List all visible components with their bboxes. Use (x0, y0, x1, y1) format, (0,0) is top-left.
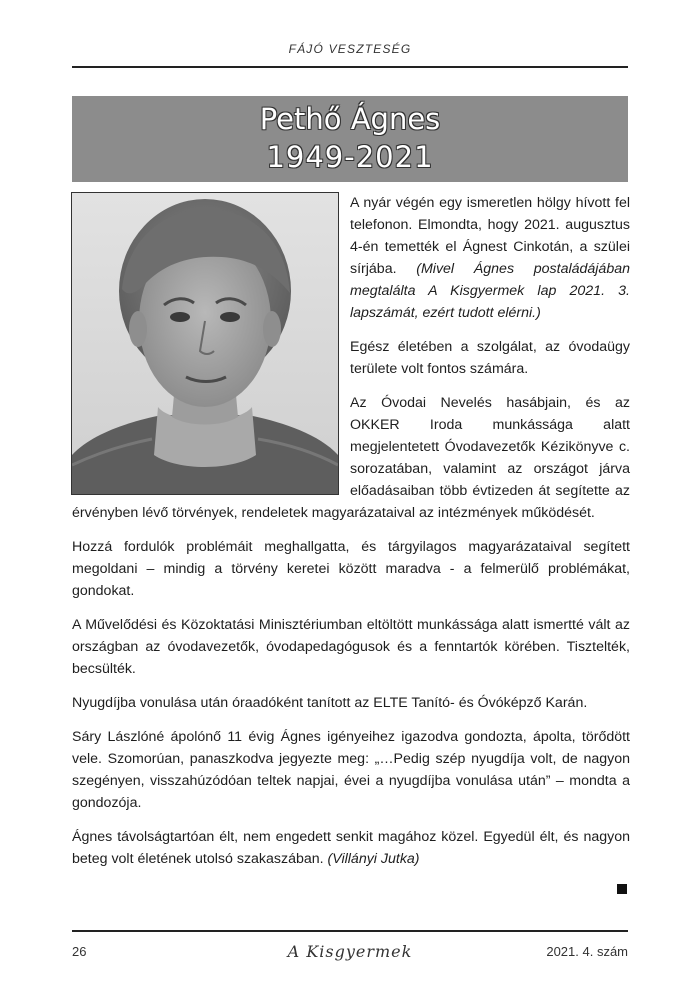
magazine-name: A Kisgyermek (287, 942, 413, 961)
bottom-divider (72, 930, 628, 932)
paragraph-6: Nyugdíjba vonulása után óraadóként tanított az ELTE Tanító- és Óvóképző Karán. (72, 695, 588, 711)
paragraph-1-text: A nyár végén egy ismeretlen hölgy hívott fel telefonon. Elmondta, hogy 2021. augusztus 4-én temették el Ágnest Cinkotán, a szülei sírjába. (350, 195, 630, 277)
portrait-photo (71, 192, 339, 495)
person-name: Pethő Ágnes (259, 102, 441, 136)
paragraph-8-text: Ágnes távolságtartóan élt, nem engedett senkit magához közel. Egyedül élt, és nagyon beteg volt életének utolsó szakaszában. (72, 829, 630, 867)
paragraph-2: Egész életében a szolgálat, az óvodaügy területe volt fontos számára. (350, 339, 630, 377)
top-divider (72, 66, 628, 68)
paragraph-4: Hozzá fordulók problémáit meghallgatta, és tárgyilagos magyarázataival segített megoldani – mindig a törvény keretei között maradva - a felmerülő problémákat, gondokat. (72, 539, 630, 599)
page-footer (72, 944, 628, 964)
paragraph-3: Az Óvodai Nevelés hasábjain, és az OKKER Iroda munkássága alatt megjelentetett Óvodavezetők Kézikönyve c. sorozatában, valamint az országot járva előadásaiban több évtizeden át segítette az érvényben lévő törvények, rendeletek magyarázataival az intézmények működését. (72, 395, 630, 521)
life-years: 1949-2021 (266, 140, 434, 174)
end-of-article-mark (617, 884, 627, 894)
page-number: 26 (72, 944, 87, 959)
issue-label: 2021. 4. szám (546, 944, 628, 959)
paragraph-1-note: (Mivel Ágnes postaládájában megtalálta A Kisgyermek lap 2021. 3. lapszámát, ezért tudott elérni.) (350, 261, 630, 321)
author-signature: (Villányi Jutka) (327, 851, 420, 867)
paragraph-5: A Művelődési és Közoktatási Minisztériumban eltöltött munkássága alatt ismertté vált az országban az óvodavezetők, óvodapedagógusok és a fenntartók körében. Tisztelték, becsülték. (72, 617, 630, 677)
section-title: FÁJÓ VESZTESÉG (288, 42, 412, 56)
portrait-image (72, 193, 338, 494)
paragraph-7: Sáry Lászlóné ápolónő 11 évig Ágnes igényeihez igazodva gondozta, ápolta, törődött vele. Szomorúan, panaszkodva jegyezte meg: „…Pedig szép nyugdíja volt, de nagyon szegényen, visszahúzódóan teltek napjai, évei a nyugdíjba vonulása után” – mondta a gondozója. (72, 729, 630, 811)
paragraph-8 (72, 826, 630, 870)
title-banner (72, 96, 628, 182)
